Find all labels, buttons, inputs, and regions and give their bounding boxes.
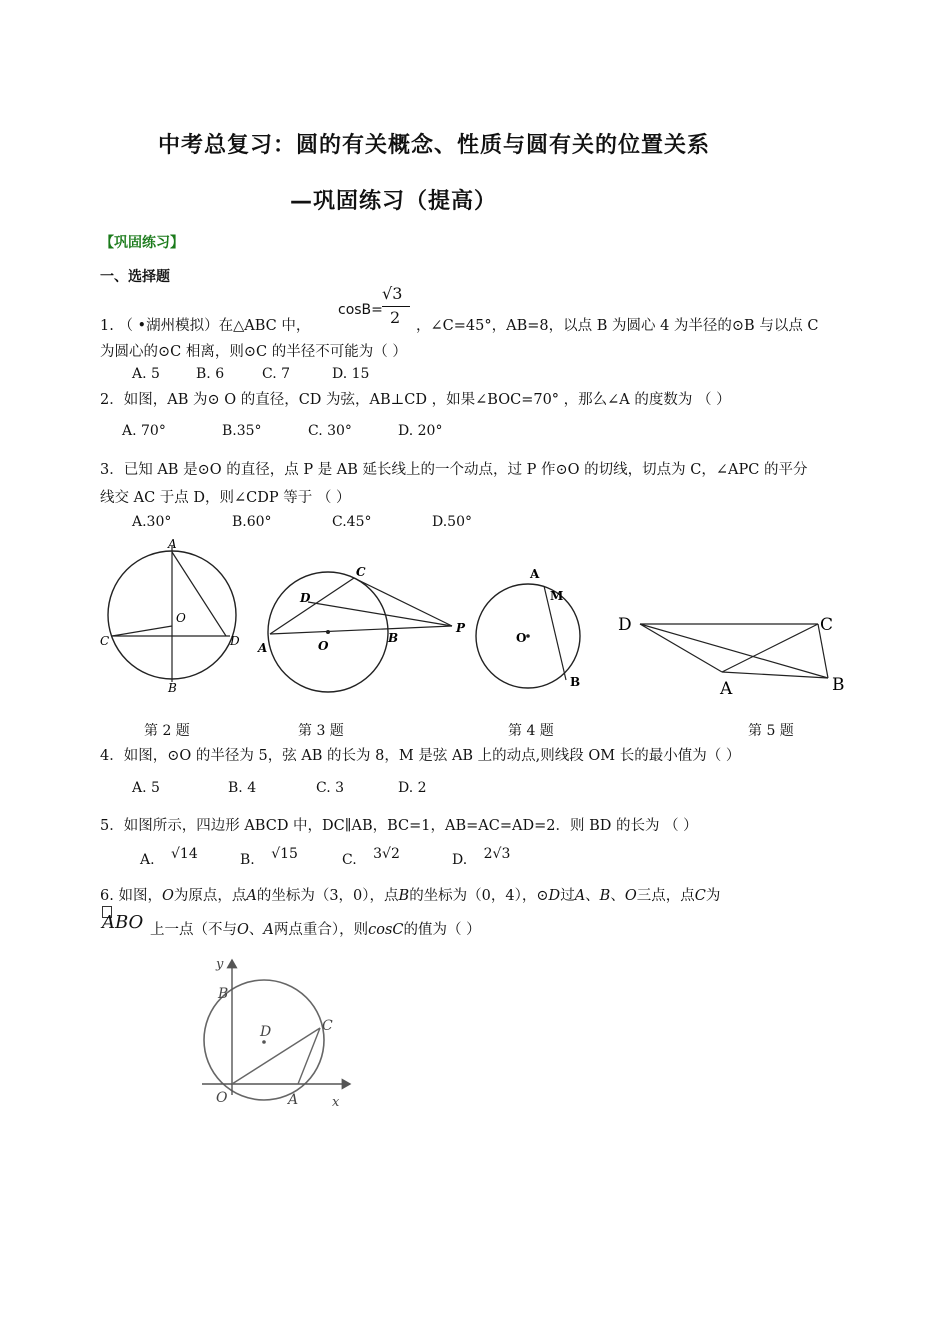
fig3-label-p: P	[456, 621, 466, 635]
q6-t10: A	[574, 888, 586, 904]
fig6-label-o: O	[216, 1090, 228, 1106]
q6-t4: A	[246, 888, 257, 904]
q1-rest: ，∠C=45°，AB=8，以点 B 为圆心 4 为半径的⊙B 与以点 C	[416, 318, 819, 334]
q6-t16: C	[694, 888, 706, 904]
q5-option-a	[140, 846, 198, 868]
fig3-caption: 第 3 题	[298, 723, 344, 739]
fig6-center-dot	[262, 1040, 266, 1044]
fig6-label-b: B	[218, 986, 229, 1002]
page-subtitle: —巩固练习（提高）	[290, 189, 498, 214]
q3-option-d: D.50°	[432, 514, 472, 530]
fig5-line-db	[640, 624, 828, 678]
q5-option-a-value: √14	[171, 846, 198, 862]
q5-option-b	[240, 846, 298, 868]
q4-text: 4．如图，⊙O 的半径为 5，弦 AB 的长为 8，M 是弦 AB 上的动点,则线段 OM 长的最小值为（ ）	[100, 748, 741, 764]
fig4-center-dot	[526, 634, 530, 638]
fig5-caption: 第 5 题	[748, 723, 794, 739]
fig4-caption: 第 4 题	[508, 723, 554, 739]
q4-option-d: D. 2	[398, 780, 427, 796]
q6-t17: 为	[705, 888, 721, 904]
q4-option-b: B. 4	[228, 780, 257, 796]
page-title: 中考总复习：圆的有关概念、性质与圆有关的位置关系	[158, 133, 711, 158]
q6-t3: 为原点，点	[173, 888, 247, 904]
q2-option-a: A. 70°	[122, 423, 166, 439]
fig2-label-a: A	[168, 537, 177, 551]
formula-lhs: cosB=	[338, 302, 383, 318]
q1-option-c: C. 7	[262, 366, 291, 382]
figure-2	[96, 536, 246, 696]
fig2-line-oc	[112, 626, 172, 636]
fig3-center-dot	[326, 630, 330, 634]
q6-t5: 的坐标为（3，0），点	[256, 888, 399, 904]
q5-option-c-letter: C.	[342, 852, 357, 868]
q1-option-b: B. 6	[196, 366, 225, 382]
q6-u5: 两点重合），则	[273, 922, 369, 938]
q6-u3: 、	[248, 922, 264, 938]
fig3-label-a: A	[258, 641, 268, 655]
fig5-label-d: D	[618, 615, 632, 635]
q6-t15: 三点，点	[636, 888, 695, 904]
q6-arc-label: ABO	[102, 912, 144, 933]
fig4-label-o: O	[516, 631, 527, 645]
q6-t8: D	[548, 888, 561, 904]
fig6-label-d: D	[260, 1024, 272, 1040]
section-label: 【巩固练习】	[100, 235, 184, 251]
q1-formula	[336, 284, 416, 330]
fig2-caption: 第 2 题	[144, 723, 190, 739]
formula-denominator: 2	[390, 308, 401, 327]
q6-u2: O	[237, 922, 249, 938]
figure-6	[192, 950, 362, 1116]
q4-option-a: A. 5	[132, 780, 160, 796]
q6-t1: 6. 如图，	[100, 888, 162, 904]
fraction-bar	[382, 306, 410, 307]
fig6-label-a: A	[288, 1092, 299, 1108]
fig6-label-y: y	[216, 957, 224, 972]
q6-t12: B	[599, 888, 611, 904]
q1-line1	[100, 314, 310, 335]
figure-3	[254, 562, 474, 696]
fig6-label-c: C	[322, 1018, 333, 1034]
fig6-label-x: x	[332, 1095, 340, 1110]
fig5-label-b: B	[832, 675, 845, 695]
q6-u1: 上一点（不与	[150, 922, 237, 938]
fig2-label-d: D	[230, 634, 240, 648]
fig3-label-b: B	[388, 631, 399, 645]
fig2-label-o: O	[176, 611, 186, 625]
fig5-line-ac	[722, 624, 818, 672]
fig4-label-m: M	[550, 589, 564, 603]
q3-line1: 3．已知 AB 是⊙O 的直径，点 P 是 AB 延长线上的一个动点，过 P 作⊙O 的切线，切点为 C，∠APC 的平分	[100, 462, 808, 478]
q6-line1	[100, 884, 720, 905]
q1-option-d: D. 15	[332, 366, 370, 382]
q6-t11: 、	[585, 888, 600, 904]
q5-option-d-letter: D.	[452, 852, 468, 868]
q1-line2: 为圆心的⊙C 相离，则⊙C 的半径不可能为（ ）	[100, 344, 407, 360]
fig6-line-ca	[298, 1028, 320, 1084]
fig3-line-dp	[308, 602, 452, 626]
q2-option-d: D. 20°	[398, 423, 443, 439]
fig4-label-b: B	[570, 675, 581, 689]
q6-u7: 的值为（ ）	[403, 922, 481, 938]
q6-t6: B	[398, 888, 410, 904]
q5-option-a-letter: A.	[140, 852, 155, 868]
fig3-label-d: D	[300, 591, 311, 605]
q6-t14: O	[624, 888, 637, 904]
q4-option-c: C. 3	[316, 780, 345, 796]
q6-line2	[150, 918, 481, 939]
q1-prefix: 1. （ •湖州模拟）在△ABC 中，	[100, 318, 311, 334]
fig3-line-ap	[270, 626, 452, 634]
q2-option-c: C. 30°	[308, 423, 352, 439]
fig3-label-o: O	[318, 639, 329, 653]
q6-u4: A	[263, 922, 274, 938]
fig3-line-cp	[354, 578, 452, 626]
formula-numerator: √3	[382, 284, 403, 303]
q2-text: 2．如图，AB 为⊙ O 的直径，CD 为弦，AB⊥CD ，如果∠BOC=70° ，那么∠A 的度数为 （ ）	[100, 392, 731, 408]
q2-option-b: B.35°	[222, 423, 262, 439]
fig5-label-c: C	[820, 615, 834, 635]
q3-option-b: B.60°	[232, 514, 272, 530]
q5-option-c-value: 3√2	[373, 846, 400, 862]
fig2-label-b: B	[168, 681, 177, 695]
q6-t7: 的坐标为（0，4），⊙	[409, 888, 549, 904]
fig5-label-a: A	[720, 679, 733, 699]
q5-text: 5．如图所示，四边形 ABCD 中，DC∥AB，BC=1，AB=AC=AD=2．则 BD 的长为 （ ）	[100, 818, 698, 834]
fig2-label-c: C	[100, 634, 110, 648]
q5-option-b-value: √15	[271, 846, 298, 862]
q5-option-c	[342, 846, 400, 868]
q3-option-c: C.45°	[332, 514, 372, 530]
q3-option-a: A.30°	[132, 514, 172, 530]
q6-t2: O	[161, 888, 174, 904]
fig6-line-oc	[232, 1028, 320, 1084]
figure-5	[612, 608, 856, 700]
q6-t13: 、	[610, 888, 625, 904]
fig3-line-ac	[270, 578, 354, 634]
q6-u6: cosC	[368, 922, 404, 938]
fig3-label-c: C	[356, 565, 366, 579]
fig5-line-da	[640, 624, 722, 672]
figure-4	[470, 564, 590, 694]
q3-line2: 线交 AC 于点 D，则∠CDP 等于 （ ）	[100, 490, 351, 506]
fig4-label-a: A	[530, 567, 540, 581]
part-heading: 一、选择题	[100, 269, 170, 285]
q5-option-d-value: 2√3	[483, 846, 511, 862]
q6-t9: 过	[560, 888, 575, 904]
q5-option-d	[452, 846, 511, 868]
q1-option-a: A. 5	[132, 366, 160, 382]
q5-option-b-letter: B.	[240, 852, 255, 868]
